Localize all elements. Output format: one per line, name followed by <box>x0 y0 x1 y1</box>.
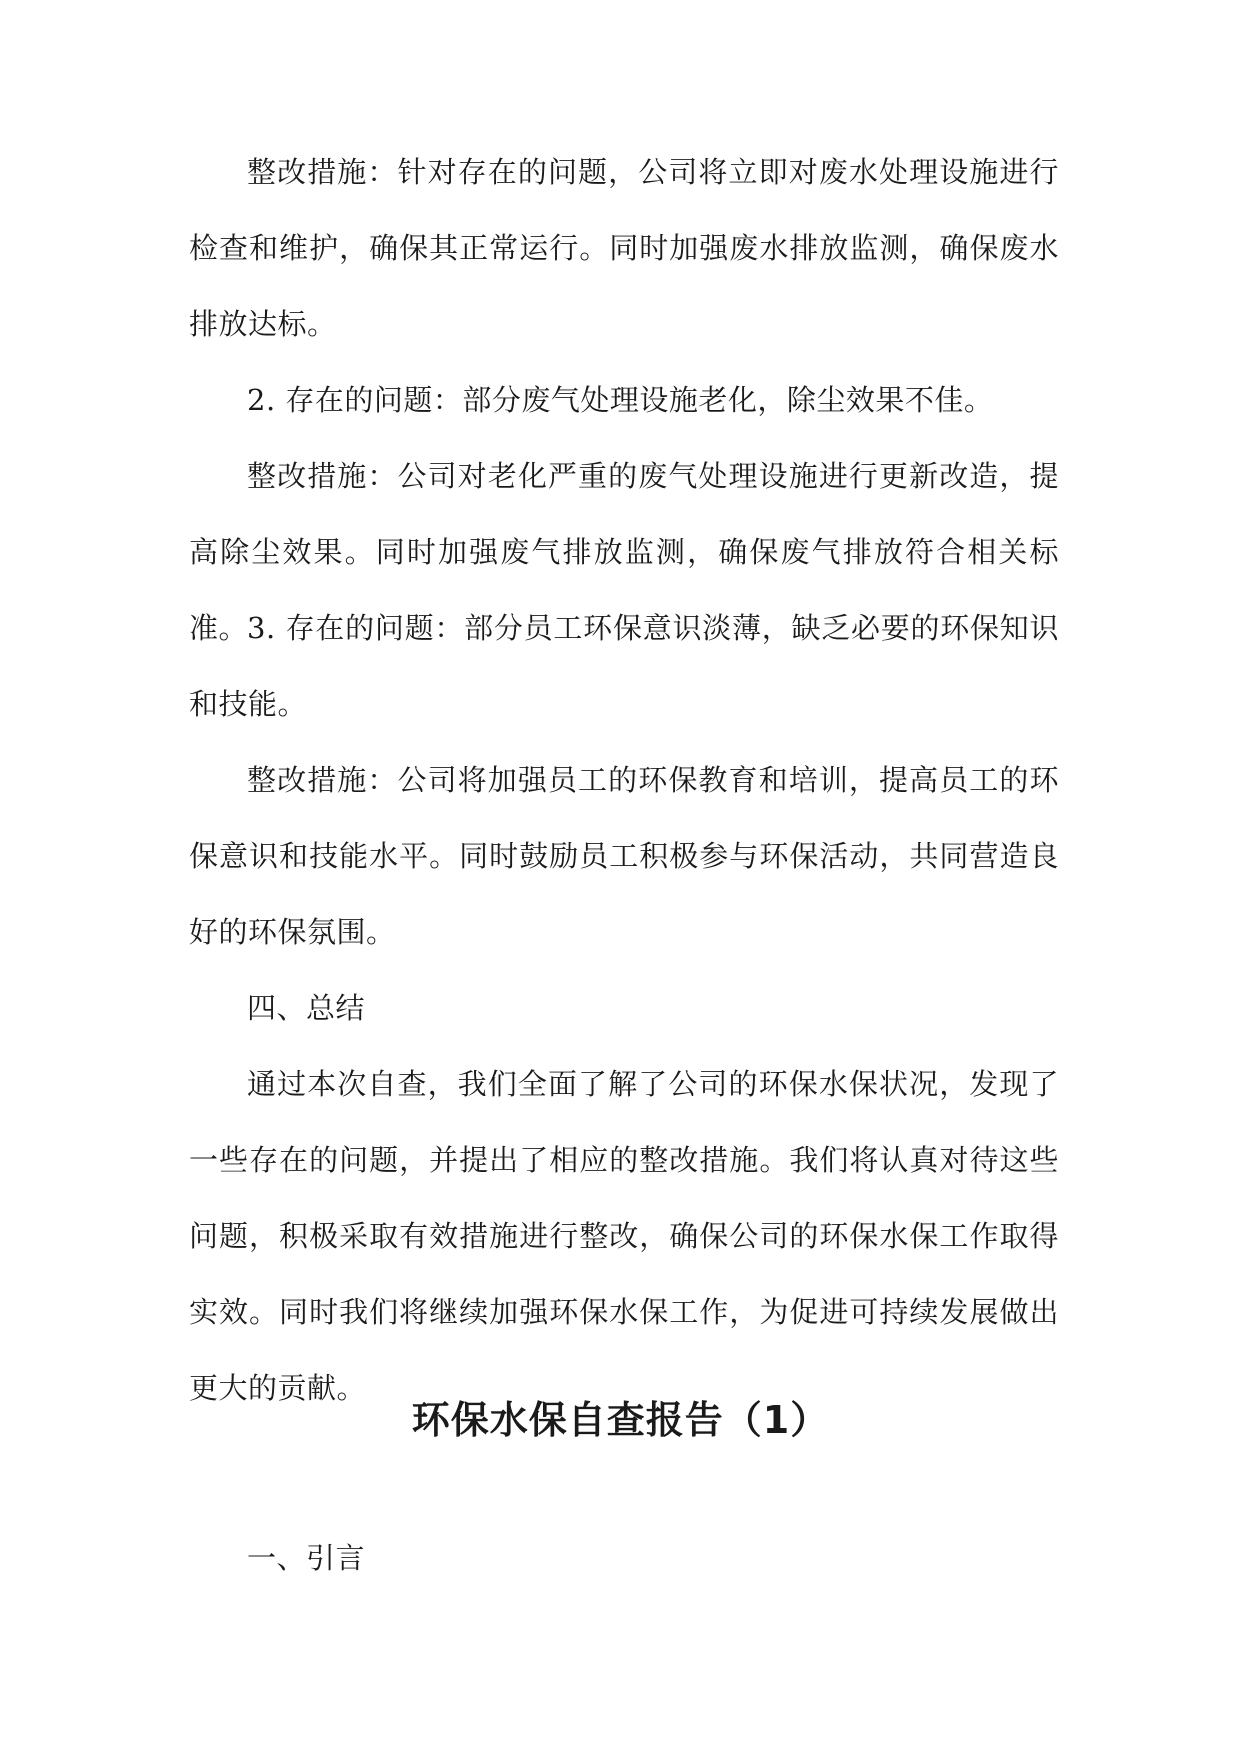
section-heading-summary: 四、总结 <box>247 991 366 1025</box>
paragraph-wastewater-measures: 整改措施：针对存在的问题，公司将立即对废水处理设施进行检查和维护，确保其正常运行。同时加强废水排放监测，确保废水排放达标。 <box>189 155 1059 341</box>
paragraph-training-measures: 整改措施：公司将加强员工的环保教育和培训，提高员工的环保意识和技能水平。同时鼓励员工积极参与环保活动，共同营造良好的环保氛围。 <box>189 763 1059 949</box>
document-title: 环保水保自查报告（1） <box>411 1398 830 1442</box>
paragraph-exhaust-measures: 整改措施：公司对老化严重的废气处理设施进行更新改造，提高除尘效果。同时加强废气排放监测，确保废气排放符合相关标准。 <box>189 459 1059 645</box>
paragraph-problem-2: 2. 存在的问题：部分废气处理设施老化，除尘效果不佳。 <box>247 383 994 417</box>
paragraph-summary: 通过本次自查，我们全面了解了公司的环保水保状况，发现了一些存在的问题，并提出了相应的整改措施。我们将认真对待这些问题，积极采取有效措施进行整改，确保公司的环保水保工作取得实效。同时我们将继续加强环保水保工作，为促进可持续发展做出更大的贡献。 <box>189 1067 1059 1405</box>
section-heading-introduction: 一、引言 <box>247 1541 366 1575</box>
paragraph-problem-3: 3. 存在的问题：部分员工环保意识淡薄，缺乏必要的环保知识和技能。 <box>189 611 1059 721</box>
